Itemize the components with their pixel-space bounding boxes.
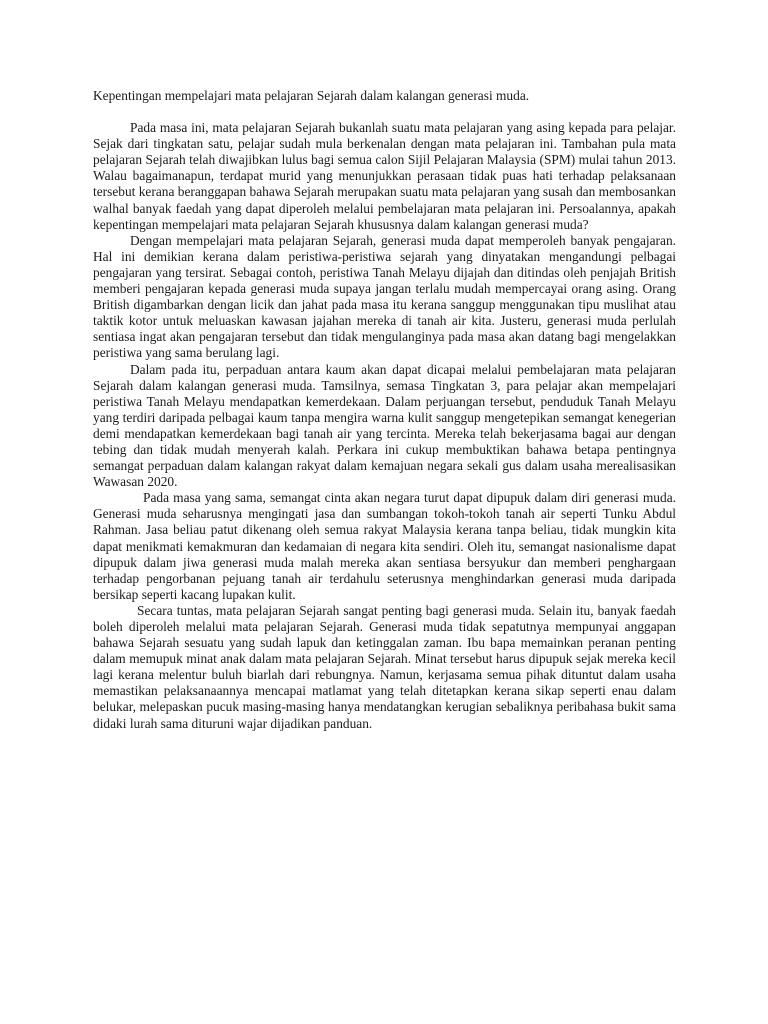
paragraph-unity: Dalam pada itu, perpaduan antara kaum akan dapat dicapai melalui pembelajaran mata pelajaran Sejarah dalam kalangan generasi muda. Tamsilnya, semasa Tingkatan 3, para pelajar akan mempelajari peristiwa Tanah Melayu mendapatkan kemerdekaan. Dalam perjuangan tersebut, penduduk Tanah Melayu yang terdiri daripada pelbagai kaum tanpa mengira warna kulit sanggup mengetepikan semangat kenegerian demi mendapatkan kemerdekaan bagi tanah air yang tercinta. Mereka telah bekerjasama bagai aur dengan tebing dan tidak mudah menyerah kalah. Perkara ini cukup membuktikan bahawa betapa pentingnya semangat perpaduan dalam kalangan rakyat dalam kemajuan negara sekali gus dalam usaha merealisasikan Wawasan 2020. xyxy=(93,361,676,490)
paragraph-introduction: Pada masa ini, mata pelajaran Sejarah bukanlah suatu mata pelajaran yang asing kepada para pelajar. Sejak dari tingkatan satu, pelajar sudah mula berkenalan dengan mata pelajaran ini. Tambahan pula mata pelajaran Sejarah telah diwajibkan lulus bagi semua calon Sijil Pelajaran Malaysia (SPM) mulai tahun 2013. Walau bagaimanapun, terdapat murid yang menunjukkan perasaan tidak puas hati terhadap pelaksanaan tersebut kerana beranggapan bahawa Sejarah merupakan suatu mata pelajaran yang susah dan membosankan walhal banyak faedah yang dapat diperoleh melalui pembelajaran mata pelajaran ini. Persoalannya, apakah kepentingan mempelajari mata pelajaran Sejarah khususnya dalam kalangan generasi muda? xyxy=(93,120,676,232)
document-title: Kepentingan mempelajari mata pelajaran Sejarah dalam kalangan generasi muda. xyxy=(93,88,530,103)
document-page xyxy=(93,88,676,732)
paragraph-lessons: Dengan mempelajari mata pelajaran Sejarah, generasi muda dapat memperoleh banyak pengajaran. Hal ini demikian kerana dalam peristiwa-peristiwa sejarah yang dinyatakan mengandungi pelbagai pengajaran yang tersirat. Sebagai contoh, peristiwa Tanah Melayu dijajah dan ditindas oleh penjajah British memberi pengajaran kepada generasi muda supaya jangan terlalu mudah mempercayai orang asing. Orang British digambarkan dengan licik dan jahat pada masa itu kerana sanggup menggunakan tipu muslihat atau taktik kotor untuk meluaskan kawasan jajahan mereka di tanah air kita. Justeru, generasi muda perlulah sentiasa ingat akan pengajaran tersebut dan tidak mengulanginya pada masa akan datang bagi mengelakkan peristiwa yang sama berulang lagi. xyxy=(93,232,676,361)
paragraph-conclusion: Secara tuntas, mata pelajaran Sejarah sangat penting bagi generasi muda. Selain itu, banyak faedah boleh diperoleh melalui mata pelajaran Sejarah. Generasi muda tidak sepatutnya mempunyai anggapan bahawa Sejarah sesuatu yang sudah lapuk dan ketinggalan zaman. Ibu bapa memainkan peranan penting dalam memupuk minat anak dalam mata pelajaran Sejarah. Minat tersebut harus dipupuk sejak mereka kecil lagi kerana melentur buluh biarlah dari rebungnya. Namun, kerjasama semua pihak dituntut dalam usaha memastikan pelaksanaannya mencapai matlamat yang telah ditetapkan kerana sikap seperti enau dalam belukar, melepaskan pucuk masing-masing hanya mendatangkan kerugian sebaliknya peribahasa bukit sama didaki lurah sama dituruni wajar dijadikan panduan. xyxy=(93,602,676,731)
paragraph-patriotism: Pada masa yang sama, semangat cinta akan negara turut dapat dipupuk dalam diri generasi muda. Generasi muda seharusnya mengingati jasa dan sumbangan tokoh-tokoh tanah air seperti Tunku Abdul Rahman. Jasa beliau patut dikenang oleh semua rakyat Malaysia kerana tanpa beliau, tidak mungkin kita dapat menikmati kemakmuran dan kedamaian di negara kita sendiri. Oleh itu, semangat nasionalisme dapat dipupuk dalam jiwa generasi muda malah mereka akan sentiasa bersyukur dan memberi penghargaan terhadap pengorbanan pejuang tanah air terdahulu seterusnya menghindarkan generasi muda daripada bersikap seperti kacang lupakan kulit. xyxy=(93,490,676,602)
